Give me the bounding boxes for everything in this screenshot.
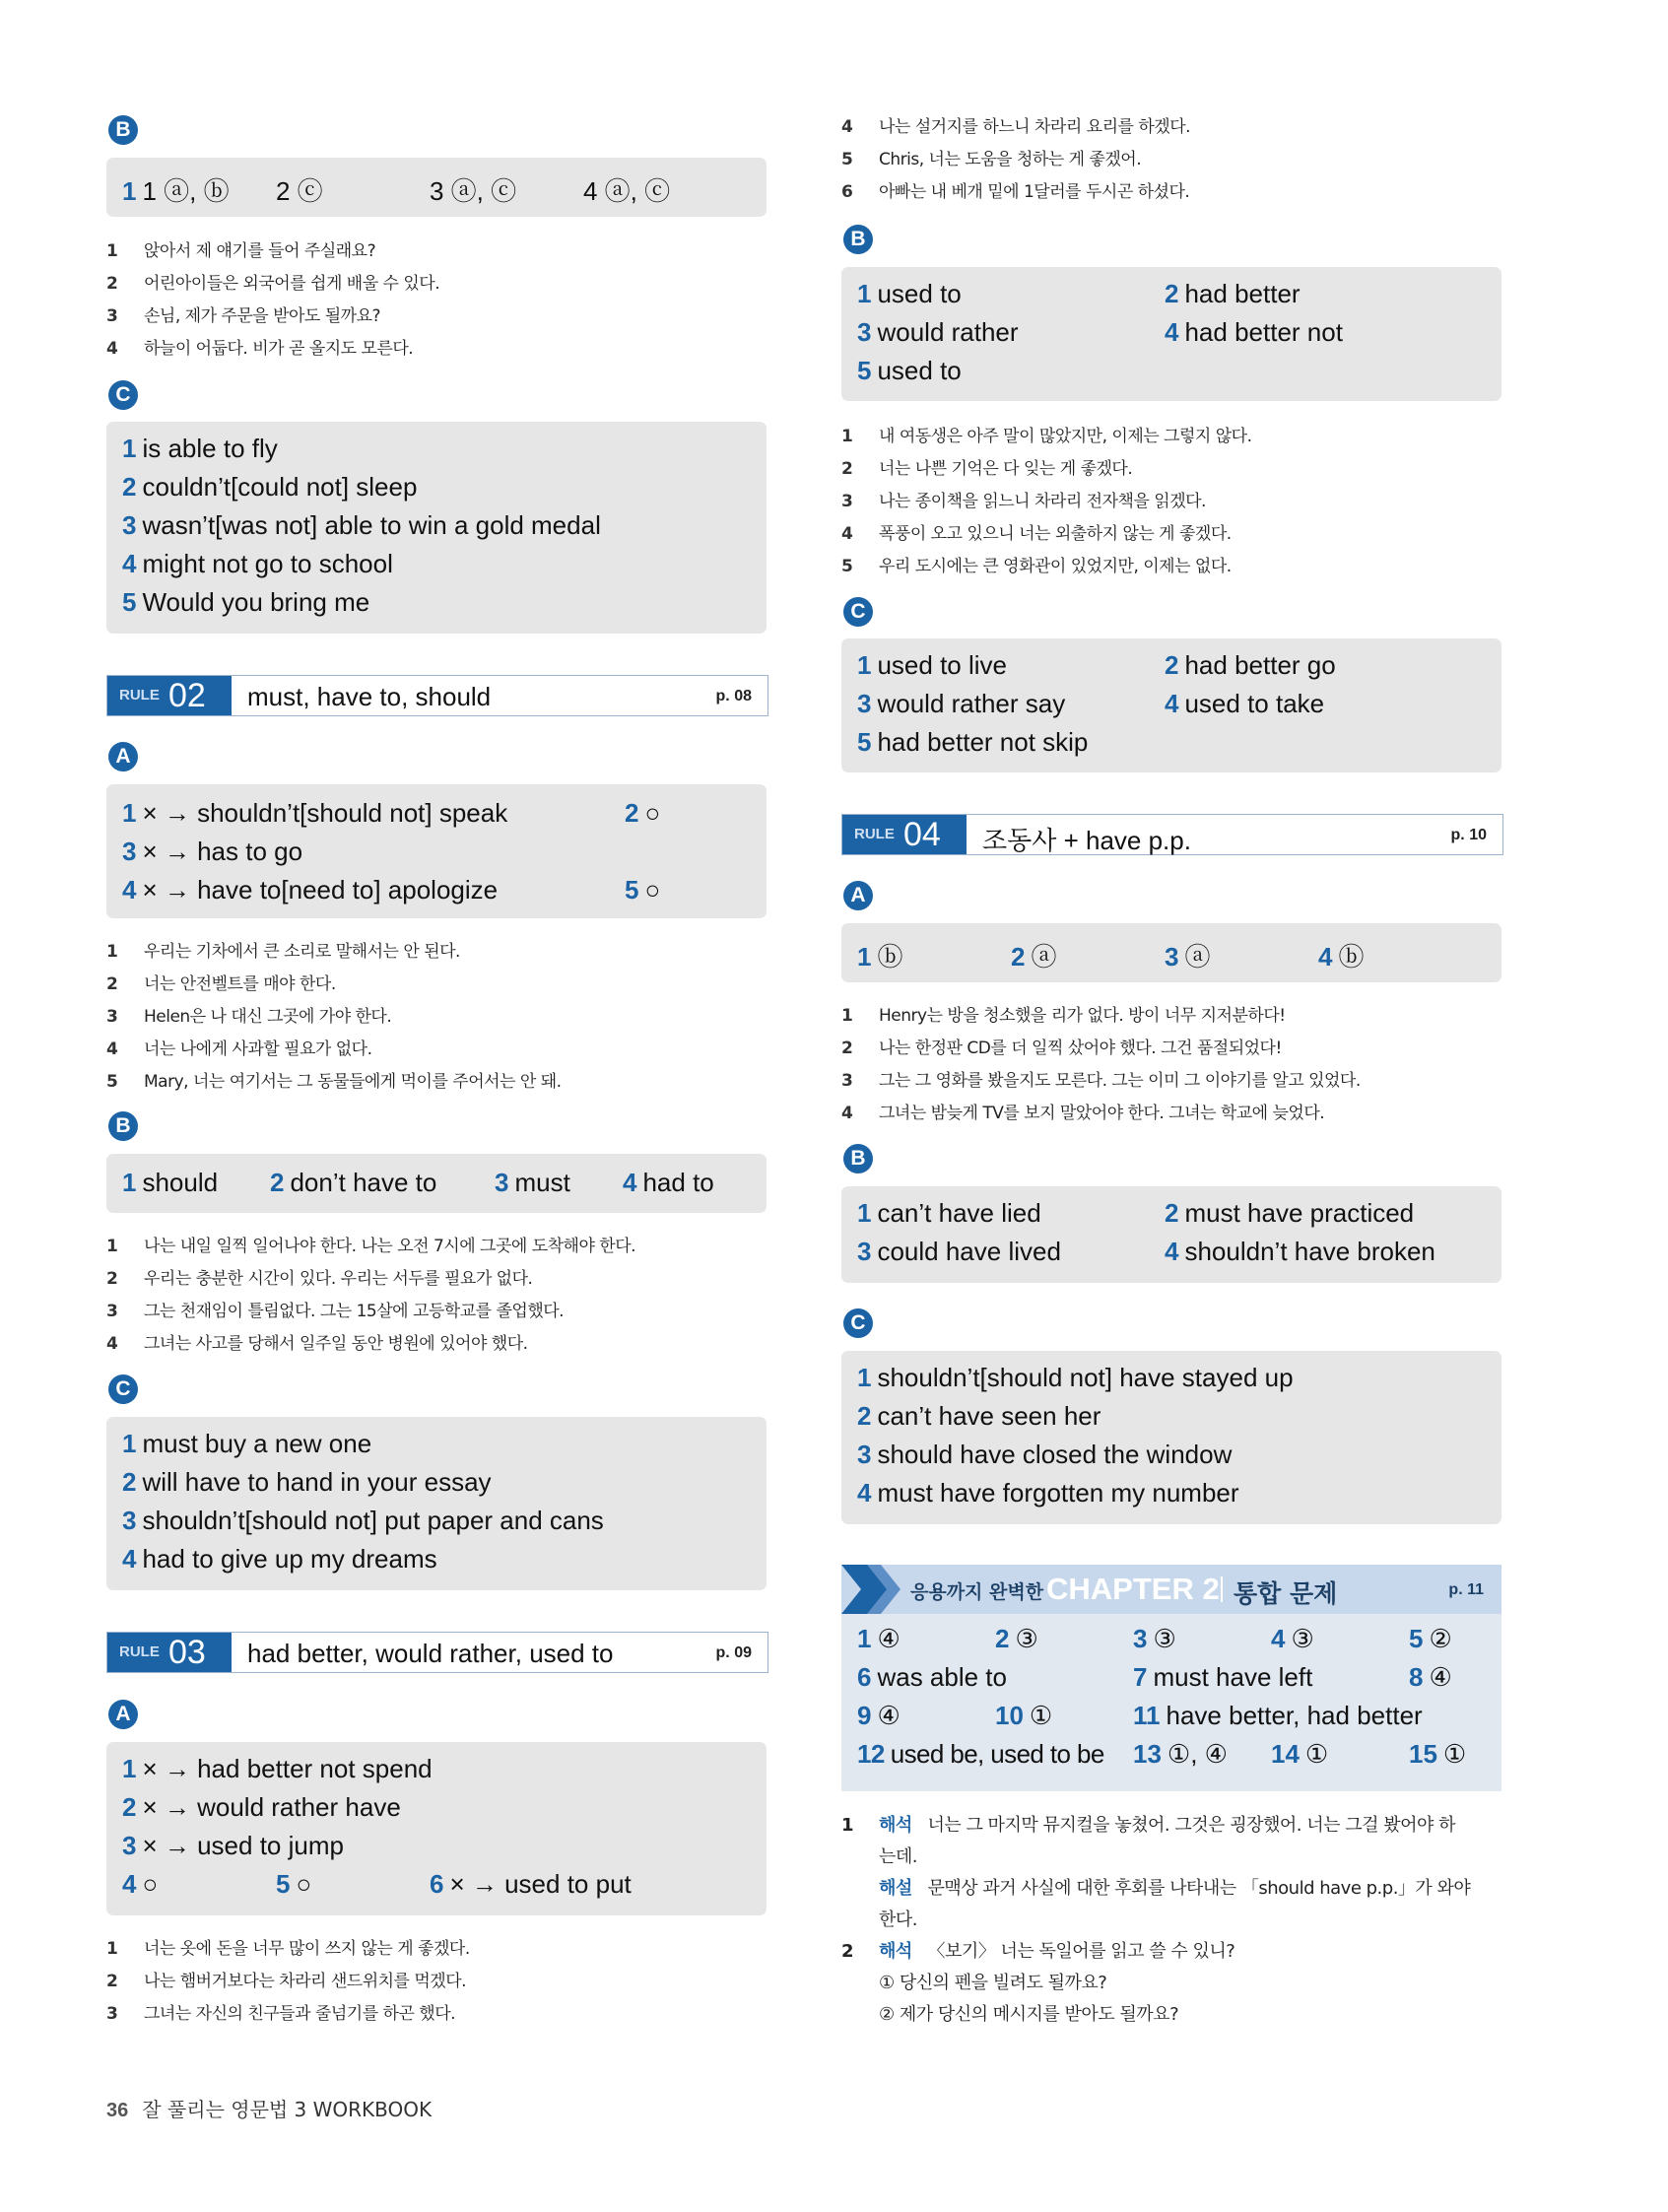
rule-title: had better, would rather, used to — [247, 1639, 614, 1668]
answer-box — [841, 1351, 1501, 1524]
answer-1: 1 × → shouldn’t[should not] speak — [122, 798, 508, 828]
chevron-arrow-icon — [841, 1565, 901, 1614]
answer-2: 2 couldn’t[could not] sleep — [122, 472, 418, 502]
translation-line: 5 Mary, 너는 여기서는 그 동물들에게 먹이를 주어서는 안 돼. — [106, 1072, 562, 1092]
divider — [1221, 1576, 1223, 1602]
answer-2: 2 can’t have seen her — [857, 1401, 1101, 1431]
rule-number: 02 — [168, 677, 206, 714]
answer-2: 2 must have practiced — [1165, 1198, 1415, 1228]
answer-5: 5 ② — [1409, 1624, 1452, 1653]
rule-header-02 — [106, 675, 768, 716]
answer-1: 1 shouldn’t[should not] have stayed up — [857, 1363, 1294, 1392]
answer-3: 3 could have lived — [857, 1237, 1061, 1266]
answer-box — [106, 1417, 767, 1590]
answer-1: 1 ⓑ — [857, 942, 903, 972]
answer-1: 1 used to — [857, 279, 962, 308]
answer-10: 10 ① — [995, 1701, 1053, 1730]
rule-number: 03 — [168, 1634, 206, 1671]
answer-3: 3 wasn’t[was not] able to win a gold medal — [122, 510, 601, 540]
chapter-answer-box — [841, 1614, 1501, 1791]
answer-4: 4 had to — [623, 1168, 714, 1197]
rule-tag — [107, 1633, 232, 1672]
answer-8: 8 ④ — [1409, 1662, 1452, 1692]
answer-4: 4 ○ — [122, 1869, 159, 1899]
answer-3: 3 shouldn’t[should not] put paper and cans — [122, 1506, 604, 1535]
answer-2: 2 ○ — [625, 798, 661, 828]
answer-box — [106, 158, 767, 217]
explanation-2-line: ② 제가 당신의 메시지를 받아도 될까요? — [879, 2004, 1179, 2025]
answer-2: 2 had better go — [1165, 650, 1336, 680]
section-badge-a: A — [108, 1700, 138, 1729]
answer-5: 5 used to — [857, 356, 962, 385]
translation-line: 1 너는 옷에 돈을 너무 많이 쓰지 않는 게 좋겠다. — [106, 1939, 470, 1959]
answer-3: 3 would rather — [857, 317, 1019, 347]
answer-3: 3 ③ — [1133, 1624, 1176, 1653]
answer-1: 1 is able to fly — [122, 434, 278, 463]
translation-line: 3 그는 천재임이 틀림없다. 그는 15살에 고등학교를 졸업했다. — [106, 1302, 565, 1321]
explanation-2-line: ① 당신의 펜을 빌려도 될까요? — [879, 1973, 1107, 1993]
translation-line: 2 나는 한정판 CD를 더 일찍 샀어야 했다. 그건 품절되었다! — [841, 1039, 1282, 1058]
translation-line: 3 그는 그 영화를 봤을지도 모른다. 그는 이미 그 이야기를 알고 있었다. — [841, 1071, 1361, 1091]
explanation-1-explain: 해설 문맥상 과거 사실에 대한 후회를 나타내는 「should have p.p.」가 와야 — [879, 1878, 1471, 1899]
answer-4: 4 had to give up my dreams — [122, 1544, 437, 1574]
section-badge-c: C — [108, 380, 138, 410]
translation-line: 3 손님, 제가 주문을 받아도 될까요? — [106, 306, 381, 326]
translation-line: 4 폭풍이 오고 있으니 너는 외출하지 않는 게 좋겠다. — [841, 524, 1232, 544]
chapter-header — [841, 1565, 1501, 1614]
answer-3: 3 would rather say — [857, 689, 1066, 718]
translation-line: 3 그녀는 자신의 친구들과 줄넘기를 하곤 했다. — [106, 2004, 456, 2024]
answer-4: 4 × → have to[need to] apologize — [122, 875, 499, 905]
translation-line: 1 앉아서 제 얘기를 들어 주실래요? — [106, 241, 376, 261]
translation-line: 2 어린아이들은 외국어를 쉽게 배울 수 있다. — [106, 274, 440, 294]
answer-4: 4 used to take — [1165, 689, 1325, 718]
answer-4: 4 ⓑ — [1318, 942, 1365, 972]
translation-line: 2 나는 햄버거보다는 차라리 샌드위치를 먹겠다. — [106, 1972, 467, 1991]
answer-box — [106, 1154, 767, 1213]
rule-label: RULE — [854, 826, 895, 842]
translation-line: 2 우리는 충분한 시간이 있다. 우리는 서두를 필요가 없다. — [106, 1269, 533, 1289]
answer-6: 6 × → used to put — [430, 1869, 632, 1899]
chapter-page: p. 11 — [1448, 1581, 1484, 1598]
answer-3: 3 must — [495, 1168, 570, 1197]
section-badge-b: B — [108, 1111, 138, 1141]
answer-7: 7 must have left — [1133, 1662, 1313, 1692]
translation-line: 3 나는 종이책을 읽느니 차라리 전자책을 읽겠다. — [841, 492, 1206, 511]
answer-4: 4 had better not — [1165, 317, 1343, 347]
answer-1: 1 ④ — [857, 1624, 901, 1653]
section-badge-c: C — [843, 1308, 873, 1338]
answer-4: 4 ⓐ, ⓒ — [583, 176, 671, 206]
explanation-2-translation: 2 해석 〈보기〉 너는 독일어를 읽고 쓸 수 있니? — [841, 1941, 1235, 1962]
translation-line: 5 우리 도시에는 큰 영화관이 있었지만, 이제는 없다. — [841, 557, 1232, 576]
translation-line: 2 너는 나쁜 기억은 다 잊는 게 좋겠다. — [841, 459, 1133, 479]
answer-14: 14 ① — [1271, 1739, 1329, 1769]
page-number: 36 — [106, 2100, 129, 2121]
answer-box — [106, 422, 767, 634]
answer-1: 1 × → had better not spend — [122, 1754, 433, 1783]
section-badge-a: A — [843, 881, 873, 910]
translation-line: 3 Helen은 나 대신 그곳에 가야 한다. — [106, 1007, 392, 1027]
translation-line: 4 그녀는 사고를 당해서 일주일 동안 병원에 있어야 했다. — [106, 1334, 528, 1354]
answer-2: 2 × → would rather have — [122, 1792, 401, 1822]
section-badge-c: C — [108, 1374, 138, 1404]
answer-box — [841, 267, 1501, 401]
translation-line: 1 내 여동생은 아주 말이 많았지만, 이제는 그렇지 않다. — [841, 427, 1252, 446]
rule-title: 조동사 + have p.p. — [982, 826, 1191, 855]
answer-2: 2 don’t have to — [270, 1168, 437, 1197]
answer-11: 11 have better, had better — [1133, 1701, 1423, 1730]
answer-box — [841, 638, 1501, 772]
answer-3: 3 ⓐ — [1165, 942, 1211, 972]
chapter-subtitle: 응용까지 완벽한 — [910, 1581, 1044, 1603]
answer-4: 4 ③ — [1271, 1624, 1314, 1653]
answer-3: 3 × → has to go — [122, 837, 303, 866]
translation-line: 2 너는 안전벨트를 매야 한다. — [106, 974, 336, 994]
chapter-title: 통합 문제 — [1234, 1579, 1338, 1608]
rule-page: p. 09 — [715, 1644, 752, 1661]
translation-line: 4 나는 설거지를 하느니 차라리 요리를 하겠다. — [841, 117, 1191, 137]
answer-5: 5 had better not skip — [857, 727, 1089, 757]
answer-1: 1 must buy a new one — [122, 1429, 372, 1458]
answer-2: 2 ③ — [995, 1624, 1038, 1653]
section-badge-a: A — [108, 742, 138, 771]
translation-line: 4 그녀는 밤늦게 TV를 보지 말았어야 한다. 그녀는 학교에 늦었다. — [841, 1104, 1325, 1123]
answer-6: 6 was able to — [857, 1662, 1007, 1692]
rule-tag — [107, 676, 232, 715]
answer-1: 1 should — [122, 1168, 219, 1197]
answer-3: 3 ⓐ, ⓒ — [430, 176, 517, 206]
answer-box — [841, 923, 1501, 982]
answer-3: 3 × → used to jump — [122, 1831, 344, 1860]
rule-header-04 — [841, 814, 1503, 855]
rule-header-03 — [106, 1632, 768, 1673]
answer-9: 9 ④ — [857, 1701, 901, 1730]
explanation-1-explain-cont: 한다. — [879, 1910, 917, 1930]
section-badge-b: B — [843, 225, 873, 254]
answer-12: 12 used be, used to be — [857, 1739, 1104, 1769]
answer-1: 1 used to live — [857, 650, 1007, 680]
translation-line: 1 Henry는 방을 청소했을 리가 없다. 방이 너무 지저분하다! — [841, 1006, 1286, 1026]
answer-4: 4 shouldn’t have broken — [1165, 1237, 1435, 1266]
rule-tag — [842, 815, 967, 854]
chapter-label: CHAPTER 2 — [1046, 1572, 1220, 1606]
answer-15: 15 ① — [1409, 1739, 1467, 1769]
section-badge-b: B — [108, 115, 138, 145]
answer-1: 1 1 ⓐ, ⓑ — [122, 176, 230, 206]
answer-box — [106, 784, 767, 918]
translation-line: 1 우리는 기차에서 큰 소리로 말해서는 안 된다. — [106, 942, 460, 962]
rule-label: RULE — [119, 687, 160, 704]
answer-2: 2 ⓒ — [276, 176, 323, 206]
translation-line: 5 Chris, 너는 도움을 청하는 게 좋겠어. — [841, 150, 1142, 169]
rule-page: p. 10 — [1450, 827, 1487, 843]
answer-2: 2 will have to hand in your essay — [122, 1467, 492, 1497]
section-badge-c: C — [843, 597, 873, 627]
rule-number: 04 — [903, 816, 941, 853]
translation-line: 1 나는 내일 일찍 일어나야 한다. 나는 오전 7시에 그곳에 도착해야 한다. — [106, 1237, 636, 1256]
answer-5: 5 ○ — [625, 875, 661, 905]
rule-title: must, have to, should — [247, 682, 492, 711]
explanation-1-translation-cont: 는데. — [879, 1846, 917, 1867]
rule-label: RULE — [119, 1643, 160, 1660]
book-title: 잘 풀리는 영문법 3 WORKBOOK — [142, 2098, 433, 2121]
explanation-1-translation: 1 해석 너는 그 마지막 뮤지컬을 놓쳤어. 그것은 굉장했어. 너는 그걸 봤어야 하 — [841, 1815, 1455, 1836]
rule-page: p. 08 — [715, 688, 752, 704]
answer-2: 2 had better — [1165, 279, 1301, 308]
answer-1: 1 can’t have lied — [857, 1198, 1041, 1228]
answer-5: 5 ○ — [276, 1869, 312, 1899]
answer-2: 2 ⓐ — [1011, 942, 1057, 972]
answer-13: 13 ①, ④ — [1133, 1739, 1228, 1769]
translation-line: 4 하늘이 어둡다. 비가 곧 올지도 모른다. — [106, 339, 414, 359]
answer-3: 3 should have closed the window — [857, 1440, 1233, 1469]
page-footer — [106, 2094, 432, 2122]
answer-5: 5 Would you bring me — [122, 587, 370, 617]
answer-box — [106, 1742, 767, 1915]
answer-4: 4 might not go to school — [122, 549, 393, 578]
translation-line: 4 너는 나에게 사과할 필요가 없다. — [106, 1039, 372, 1059]
section-badge-b: B — [843, 1144, 873, 1173]
answer-box — [841, 1186, 1501, 1283]
answer-4: 4 must have forgotten my number — [857, 1478, 1239, 1508]
translation-line: 6 아빠는 내 베개 밑에 1달러를 두시곤 하셨다. — [841, 182, 1190, 202]
